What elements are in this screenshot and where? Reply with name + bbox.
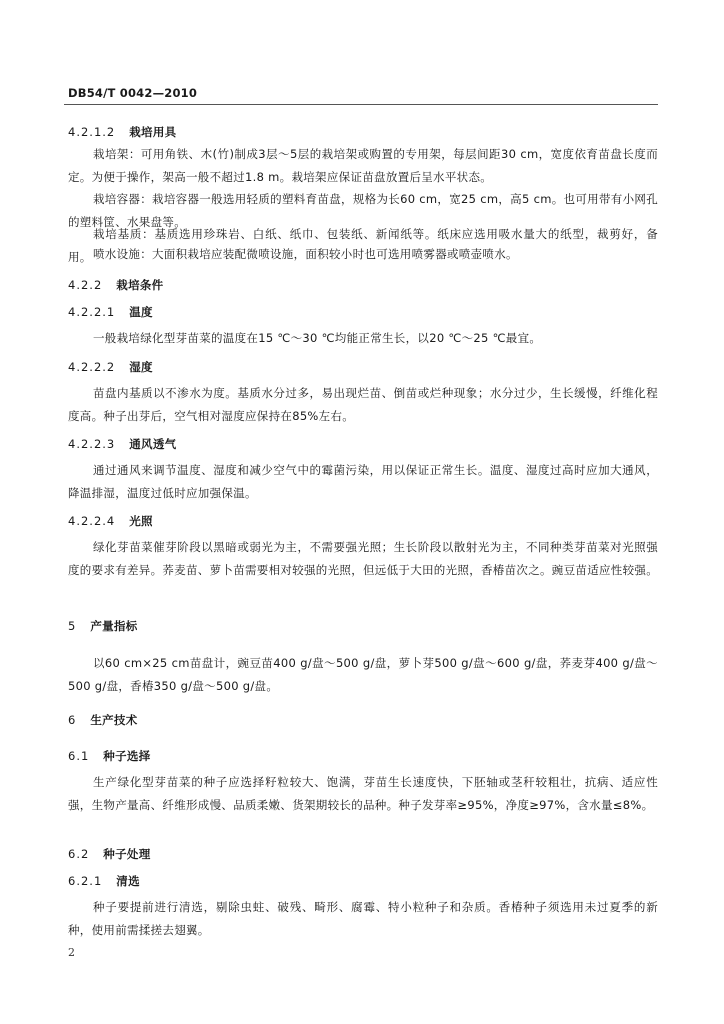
section-number: 6	[68, 713, 77, 727]
section-title: 栽培用具	[129, 125, 177, 139]
section-number: 4.2.2.4	[68, 514, 116, 528]
paragraph-seed-cleaning: 种子要提前进行清选，剔除虫蛀、破残、畸形、腐霉、特小粒种子和杂质。香椿种子须选用未过夏季的新种，使用前需揉搓去翅翼。	[68, 900, 658, 937]
section-title: 温度	[129, 305, 153, 319]
section-heading-4-2-2-1	[68, 304, 153, 320]
paragraph-temperature: 一般栽培绿化型芽苗菜的温度在15 ℃～30 ℃均能正常生长，以20 ℃～25 ℃最宜。	[93, 331, 542, 345]
section-number: 4.2.1.2	[68, 125, 116, 139]
page-number: 2	[68, 946, 75, 959]
section-number: 5	[68, 619, 77, 633]
section-number: 6.2	[68, 847, 90, 861]
section-heading-5	[68, 618, 138, 634]
section-heading-6	[68, 712, 138, 728]
section-title: 湿度	[129, 360, 153, 374]
paragraph-yield: 以60 cm×25 cm苗盘计，豌豆苗400 g/盘～500 g/盘，萝卜芽500 g/盘～600 g/盘，荞麦芽400 g/盘～500 g/盘，香椿350 g/盘～500 g/盘。	[68, 656, 658, 693]
section-number: 4.2.2.2	[68, 360, 116, 374]
section-number: 6.1	[68, 749, 90, 763]
section-title: 栽培条件	[116, 278, 164, 292]
paragraph-cultivation-substrate: 栽培基质：基质选用珍珠岩、白纸、纸巾、包装纸、新闻纸等。纸床应选用吸水量大的纸型，裁剪好，备用。	[68, 227, 658, 264]
section-heading-4-2-1-2	[68, 124, 176, 140]
section-title: 清选	[116, 874, 140, 888]
section-heading-4-2-2-4	[68, 513, 153, 529]
paragraph-humidity: 苗盘内基质以不渗水为度。基质水分过多，易出现烂苗、倒苗或烂种现象；水分过少，生长缓慢，纤维化程度高。种子出芽后，空气相对湿度应保持在85%左右。	[68, 386, 658, 423]
section-title: 生产技术	[90, 713, 138, 727]
standard-code: DB54/T 0042—2010	[68, 86, 198, 100]
section-heading-4-2-2	[68, 277, 163, 293]
section-heading-6-1	[68, 748, 151, 764]
section-title: 种子处理	[103, 847, 151, 861]
section-number: 4.2.2.1	[68, 305, 116, 319]
section-number: 4.2.2.3	[68, 437, 116, 451]
section-title: 通风透气	[129, 437, 177, 451]
paragraph-cultivation-container: 栽培容器：栽培容器一般选用轻质的塑料育苗盘，规格为长60 cm，宽25 cm，高5 cm。也可用带有小网孔的塑料筐、水果盘等。	[68, 192, 658, 229]
paragraph-cultivation-rack: 栽培架：可用角铁、木(竹)制成3层～5层的栽培架或购置的专用架，每层间距30 cm，宽度依育苗盘长度而定。为便于操作，架高一般不超过1.8 m。栽培架应保证苗盘放置后呈水平状态。	[68, 147, 658, 184]
paragraph-spray-facility: 喷水设施：大面积栽培应装配微喷设施，面积较小时也可选用喷雾器或喷壶喷水。	[93, 247, 518, 261]
section-heading-4-2-2-3	[68, 436, 176, 452]
section-title: 光照	[129, 514, 153, 528]
section-number: 6.2.1	[68, 874, 103, 888]
paragraph-lighting: 绿化芽苗菜催芽阶段以黑暗或弱光为主，不需要强光照；生长阶段以散射光为主，不同种类芽苗菜对光照强度的要求有差异。荞麦苗、萝卜苗需要相对较强的光照，但远低于大田的光照，香椿苗次之。豌豆苗适应性较强。	[68, 540, 658, 577]
paragraph-seed-selection: 生产绿化型芽苗菜的种子应选择籽粒较大、饱满，芽苗生长速度快，下胚轴或茎秆较粗壮，抗病、适应性强，生物产量高、纤维形成慢、品质柔嫩、货架期较长的品种。种子发芽率≥95%，净度≥97%，含水量≤8%。	[68, 775, 658, 812]
section-heading-4-2-2-2	[68, 359, 153, 375]
section-title: 种子选择	[103, 749, 151, 763]
section-heading-6-2	[68, 846, 151, 862]
paragraph-ventilation: 通过通风来调节温度、湿度和减少空气中的霉菌污染，用以保证正常生长。温度、湿度过高时应加大通风，降温排湿，温度过低时应加强保温。	[68, 463, 658, 500]
section-title: 产量指标	[90, 619, 138, 633]
header-rule	[64, 104, 658, 105]
section-number: 4.2.2	[68, 278, 103, 292]
section-heading-6-2-1	[68, 873, 140, 889]
